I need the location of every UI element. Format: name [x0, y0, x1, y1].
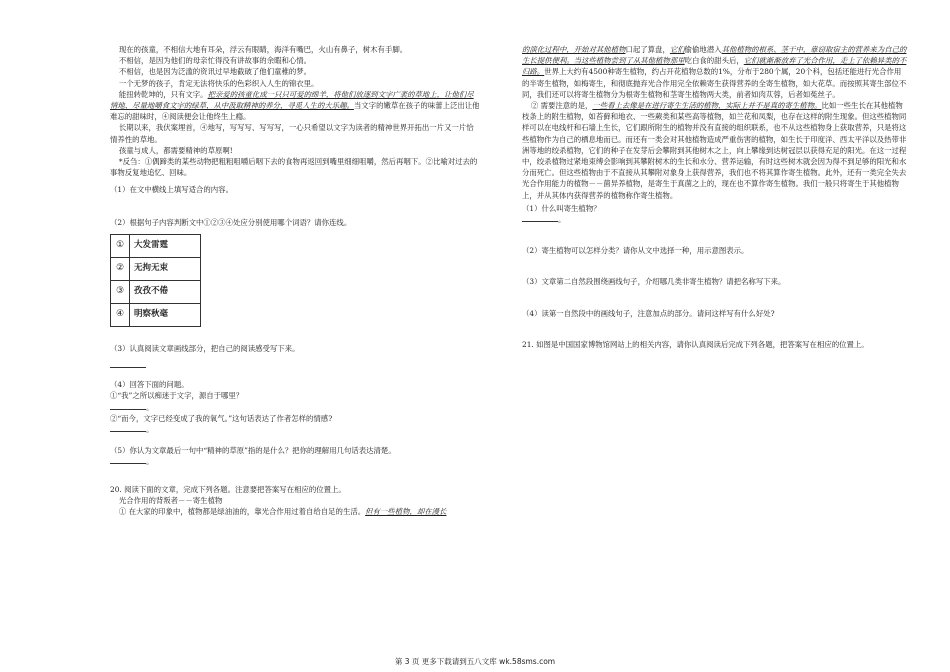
answer-line	[110, 360, 480, 371]
question-5: （5）你认为文章最后一句中“精神的草原”指的是什么？把你的理解用几句话表达清楚。	[110, 446, 396, 456]
question-2: （2）寄生植物可以怎样分类？请你从文中选择一种，用示意图表示。	[522, 246, 749, 256]
word-table	[110, 234, 201, 327]
question-1: （1）在文中横线上填写适合的内容。	[110, 185, 233, 195]
paragraph: 长期以来，我伏案埋首，④地写，写写写、写写写，一心只希望以文字为读者的精神世界开拓出一片又一片恰情养性的草地。	[110, 123, 474, 144]
text: 偷偷地潜入	[684, 45, 722, 54]
word-number: ①	[111, 234, 130, 257]
right-column	[522, 44, 908, 350]
word-option: 大发雷霆	[130, 234, 201, 257]
answer-line: 。	[522, 214, 908, 225]
answer-line: 。	[110, 424, 480, 435]
text: 当文字的嫩草在孩子的味蕾上泛出让他难忘的甜味时，④阅读便会让他终生上瘾。	[110, 101, 480, 122]
paragraph: 不相信，也是因为泛滥的资讯过早地截破了他们童稚的梦。	[118, 67, 312, 77]
answer-line: 。	[110, 456, 480, 467]
word-option: 孜孜不倦	[130, 280, 201, 303]
text: 比如一些生长在其他植物枝条上的附生植物，如苔藓和地衣、一些蕨类和某些高等植物，如兰花和凤梨，也存在这样的附生现象。但这些植物同样可以在电线杆和石墙上生长，它们跟所附生的植物并没有直接的组织联系，也不从这些植物身上获取营养，只是将这些植物作为自己的栖息地而已。而还有一类会对其他植物造成严重伤害的植物，如生长于印度洋、西太平洋以及热带非洲等地的绞杀植物，它们的种子在发芽后会攀附到其他树木之上，向上攀缘到达树冠层以获得充足的阳光。在这一过程中，绞杀植物过紧地束缚会影响到其攀附树木的生长和水分、营养运输，有时这些树木就会因为得不到足够的阳光和水分而死亡。但这些植物由于不直接从其攀附对象身上获得营养，我们也不将其算作寄生植物。此外，还有一类完全失去光合作用能力的植物－－菌异养植物，是寄生于真菌之上的，现在也不算作寄生植物。我们一般只将寄生于其他植物上，并从其体内获得营养的植物称作寄生植物。	[522, 101, 907, 200]
word-number: ②	[111, 257, 130, 280]
question-4a: ①“我”之所以痴迷于文字，源自于哪里？	[110, 391, 244, 401]
paragraph	[522, 44, 908, 100]
underlined-text: 其他植物的根系、茎干中，靠窃取宿主的营养来为自己的生长提供便利。当这些植物尝到了从其他植物那里	[522, 45, 907, 66]
text: 吃白食的甜头后，	[684, 56, 744, 66]
text: 口起了算盘，	[625, 45, 670, 54]
answer-line: 。	[110, 402, 480, 413]
paragraph: 一个无梦的孩子，肯定无法将快乐的色彩织入人生的锦衣里。	[118, 78, 319, 88]
underlined-sentence: 一些看上去像是在进行寄生生活的植物，实际上并不是真的寄生植物。	[592, 101, 822, 111]
article-title: 光合作用的背叛者－－寄生植物	[118, 495, 223, 505]
paragraph	[110, 506, 480, 517]
text: 能扭转乾坤的，只有文字。	[118, 89, 208, 99]
question-4b: ②“而今，文字已经变成了我的氧气。”这句话表达了作者怎样的情感?	[110, 413, 333, 423]
underlined-sentence: 把亲爱的孩童化成一只只可爱的绵羊，将他们放逐到文字广袤的草地上，让他们尽情地、尽量地嚼食文字的绿草，从中汲取精神的养分，寻觅人生的大乐趣。	[110, 89, 474, 111]
left-column	[110, 44, 480, 517]
question-4: （4）回答下面的问题。	[110, 380, 189, 390]
question-2: （2）根据句子内容判断文中①②③④处应分别使用哪个词语？请你连线。	[110, 217, 352, 227]
page-footer: 第 3 页 更多下载请到五八文库 wk.58sms.com	[394, 657, 556, 666]
paragraph	[522, 100, 908, 201]
word-number: ④	[111, 303, 130, 326]
question-20: 20. 阅读下面的文章，完成下列各题。注意要把答案写在相应的位置上。	[110, 484, 346, 494]
underlined-text: 它们	[669, 45, 685, 54]
word-row	[111, 303, 201, 326]
question-3: （3）文章第二自然段围绕画线句子，介绍哪几类非寄生植物？请把名称写下来。	[522, 277, 786, 287]
question-3: （3）认真阅读文章画线部分，把自己的阅读感受写下来。	[110, 343, 300, 353]
underlined-text: 的演化过程中，开始对其他植物	[522, 45, 626, 54]
word-row	[111, 257, 201, 280]
paragraph: 不相信，是因为他们的母亲忙得没有讲故事的余暇和心情。	[118, 56, 312, 66]
word-number: ③	[111, 280, 130, 303]
text: 世界上大约有4500种寄生植物，约占开花植物总数的1%，分布于280个属，20个科，包括还能进行光合作用的半寄生植物，如梅寄生，和彻底抛弃光合作用完全依赖寄生获得营养的全寄生植物，如大花草。而按照其寄生部位不同，我们还可以将寄生植物分为根寄生植物和茎寄生植物两大类，前者如肉苁蓉，后者如菟丝子。	[522, 67, 907, 99]
text: ① 在大家的印象中，植物都是绿油油的，靠光合作用过着自给自足的生活。	[118, 507, 366, 517]
word-row	[111, 234, 201, 257]
question-4: （4）读第一自然段中的画线句子，注意加点的部分。请问这样写有什么好处?	[522, 308, 775, 318]
paragraph	[110, 89, 480, 123]
word-row	[111, 280, 201, 303]
question-1: （1）什么叫寄生植物？	[522, 203, 601, 213]
underlined-text: 它们就渐渐放弃了光合作用，走上了依赖异类的不归路。	[522, 56, 907, 77]
paragraph: 孩童与成人，都需要精神的草原啊!	[118, 145, 233, 155]
word-option: 明察秋毫	[130, 303, 201, 326]
underlined-sentence: 但有一些植物，却在漫长	[365, 507, 447, 517]
question-21: 21. 如图是中国国家博物馆网站上的相关内容，请你认真阅读后完成下列各题，把答案写在相应的位置上。	[522, 339, 869, 349]
paragraph: 现在的孩童，不相信大地有耳朵，浮云有眼睛，海洋有嘴巴，火山有鼻子，树木有手脚。	[118, 45, 408, 54]
word-option: 无拘无束	[130, 257, 201, 280]
footnote: *反刍：①偶蹄类的某些动物把粗粗咀嚼后咽下去的食物再返回到嘴里细细咀嚼，然后再咽下。②比喻对过去的事物反复地追忆、回味。	[110, 157, 478, 178]
text: ② 需要注意的是，	[530, 101, 593, 111]
